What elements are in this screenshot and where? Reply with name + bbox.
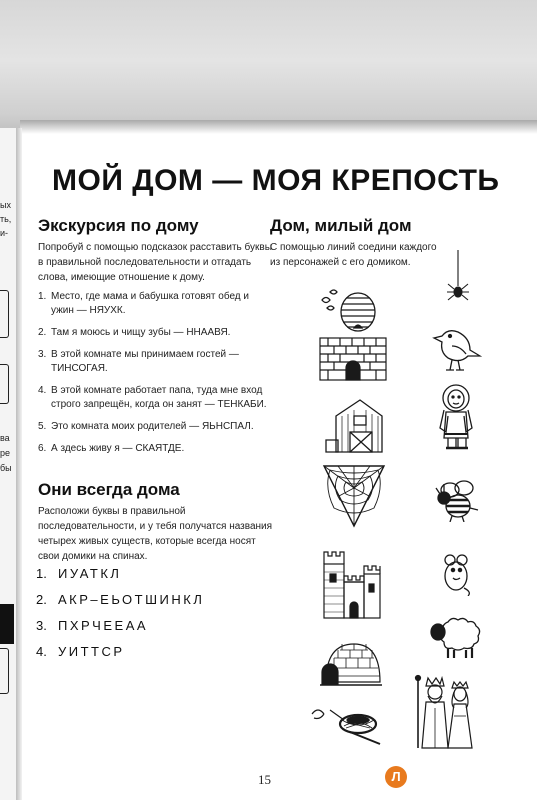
castle-icon [320,548,384,620]
book-page [22,134,537,800]
left-page-fragment: и- [0,228,9,238]
bird-icon [430,324,482,372]
list-item: 4. В этой комнате работает папа, туда мне вход строго запрещён, когда он занят — ТЕНКАБИ. [38,385,267,410]
beehive-icon [318,280,388,332]
list-item: 3. В этой комнате мы принимаем гостей — ТИНСОГАЯ. [38,349,239,374]
left-page-fragment: ва [0,433,10,443]
spiderweb-icon [322,464,386,528]
publisher-logo [385,766,407,788]
list-item: 6. А здесь живу я — СКАЯТДЕ. [38,443,185,454]
tour-intro: Попробуй с помощью подсказок расставить буквы в правильной последовательности и отгадать слова, имеющие отношение к дому. [38,242,272,283]
scan-background [0,0,537,135]
always-home-intro: Расположи буквы в правильной последовательности, и у тебя получатся названия четырех живых существ, которые всегда носят свои домики на спинах. [38,506,273,562]
always-home-puzzle-list [36,566,204,670]
list-item: 1. ИУАТКЛ [36,566,122,581]
left-page-fragment: ть, [0,214,12,224]
left-page-strip [0,128,16,800]
eskimo-icon [432,384,480,454]
bee-icon [434,478,482,522]
list-item: 4. УИТТСР [36,644,125,659]
list-item: 1. Место, где мама и бабушка готовят обед и ужин — НЯУХК. [38,291,249,316]
mouse-icon [438,550,474,596]
brick-house-icon [318,334,388,384]
tour-heading: Экскурсия по дому [38,216,199,235]
left-page-box [0,648,9,694]
always-home-heading: Они всегда дома [38,480,180,499]
tour-task-list [38,290,273,464]
page-number: 15 [258,772,271,787]
left-page-box [0,290,9,338]
page-title: МОЙ ДОМ — МОЯ КРЕПОСТЬ [52,164,500,197]
left-page-fragment: ых [0,200,11,210]
sweet-home-intro: С помощью линий соедини каждого из персонажей с его домиком. [270,242,437,268]
list-item: 2. Там я моюсь и чищу зубы — ННААВЯ. [38,327,231,338]
spider-icon [446,250,470,302]
sheep-icon [430,614,486,658]
left-page-fragment: бы [0,463,12,473]
barn-icon [324,394,384,454]
page-top-edge [20,120,537,134]
igloo-icon [320,638,382,688]
left-page-fragment: ре [0,448,11,458]
king-queen-icon [414,674,474,750]
list-item: 3. ПХРЧЕЕАА [36,618,149,633]
left-page-black-block [0,604,14,644]
sweet-home-heading: Дом, милый дом [270,216,412,235]
list-item: 2. АКР–ЕЬОТШИНКЛ [36,592,205,607]
bird-nest-icon [310,702,388,746]
publisher-logo-letter: Л [391,769,401,784]
left-page-box [0,364,9,404]
list-item: 5. Это комната моих родителей — ЯЬНСПАЛ. [38,421,254,432]
